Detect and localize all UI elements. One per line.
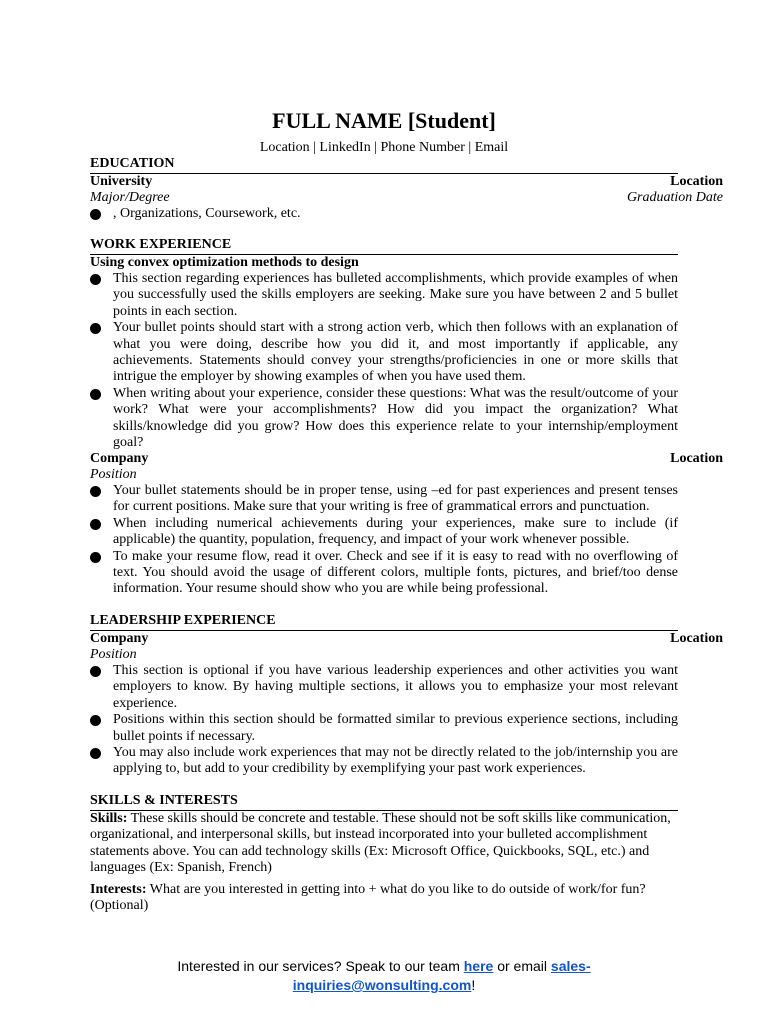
skills-label: Skills: (90, 811, 128, 826)
skills-paragraph (90, 811, 678, 877)
position: Position (90, 467, 137, 482)
bullet-icon (90, 552, 101, 563)
work-entry2-company-row (90, 451, 723, 467)
education-bullets (90, 206, 678, 222)
list-item: You may also include work experiences that may not be directly related to the job/internship you are applying to, but add to your credibility by exemplifying your past work experiences. (90, 745, 678, 778)
list-item: This section regarding experiences has bulleted accomplishments, which provide examples of when you successfully used the skills employers are seeking. Make sure you have between 2 and 5 bullet points in each section. (90, 271, 678, 320)
list-item: When writing about your experience, consider these questions: What was the result/outcome of your work? What were your accomplishments? How did you impact the organization? What skills/knowledge did you grow? How does this experience relate to your internship/employment goal? (90, 386, 678, 452)
interests-paragraph (90, 882, 678, 915)
skills-title: SKILLS & INTERESTS (90, 793, 678, 811)
list-item: , Organizations, Coursework, etc. (90, 206, 678, 222)
leadership-company-row (90, 631, 723, 647)
bullet-icon (90, 666, 101, 677)
list-item: When including numerical achievements during your experiences, make sure to include (if applicable) the quantity, population, frequency, and impact of your work whenever possible. (90, 516, 678, 549)
list-item: Positions within this section should be formatted similar to previous experience sections, including bullet points if necessary. (90, 712, 678, 745)
footer-suffix: ! (471, 977, 476, 993)
education-title: EDUCATION (90, 156, 678, 174)
work-entry1-heading-row (90, 255, 678, 271)
footer-prefix: Interested in our services? Speak to our team (177, 958, 464, 974)
bullet-icon (90, 389, 101, 400)
footer-cta (160, 957, 608, 995)
work-entry1-bullets (90, 271, 678, 451)
position: Position (90, 647, 137, 662)
interests-text: What are you interested in getting into + what do you like to do outside of work/for fun? (Optional) (90, 881, 646, 914)
degree: Major/Degree (90, 190, 170, 205)
footer-middle: or email (493, 958, 551, 974)
work-entry2-position-row (90, 467, 678, 483)
bullet-icon (90, 274, 101, 285)
interests-label: Interests: (90, 881, 147, 897)
bullet-icon (90, 209, 101, 220)
work-entry1-heading: Using convex optimization methods to design (90, 255, 359, 270)
bullet-icon (90, 323, 101, 334)
skills-text: These skills should be concrete and testable. These should not be soft skills like communication, organizational, and interpersonal skills, but instead incorporated into your bulleted accomplishment statements above. You can add technology skills (Ex: Microsoft Office, Quickbooks, SQL, etc.) and languages (Ex: Spanish, French) (90, 811, 671, 876)
graduation-date: Graduation Date (626, 190, 723, 205)
leadership-bullets (90, 663, 678, 778)
list-item: Your bullet statements should be in proper tense, using –ed for past experiences and present tenses for current positions. Make sure that your writing is free of grammatical errors and punctuation. (90, 483, 678, 516)
education-degree-row (90, 190, 723, 206)
bullet-icon (90, 486, 101, 497)
contact-line: Location | LinkedIn | Phone Number | Email (259, 140, 509, 155)
work-entry2 (90, 451, 723, 598)
bullet-icon (90, 519, 101, 530)
leadership-section (90, 613, 723, 778)
company-location: Location (670, 631, 723, 646)
list-item: This section is optional if you have various leadership experiences and other activities you want employers to know. By having multiple sections, it allows you to emphasize your most relevant experience. (90, 663, 678, 712)
list-item: Your bullet points should start with a strong action verb, which then follows with an explanation of what you were doing, describe how you did it, and most importantly if applicable, any achievements. Statements should convey your strengths/proficiencies in one or more skills that intrigue the employer by showing examples of when you have used them. (90, 320, 678, 386)
education-section (90, 156, 723, 222)
list-item: To make your resume flow, read it over. Check and see if it is easy to read with no overflowing of text. You should avoid the usage of different colors, multiple fonts, pictures, and brief/too dense information. Your resume should show who you are while being professional. (90, 549, 678, 598)
work-section (90, 237, 678, 451)
education-university-row (90, 174, 723, 190)
company-name: Company (90, 451, 149, 466)
company-location: Location (670, 451, 723, 466)
full-name-heading: FULL NAME [Student] (272, 108, 496, 133)
bullet-icon (90, 748, 101, 759)
leadership-position-row (90, 647, 678, 663)
university-location: Location (670, 174, 723, 189)
university-name: University (90, 174, 153, 189)
work-title: WORK EXPERIENCE (90, 237, 678, 255)
work-entry2-bullets (90, 483, 678, 598)
company-name: Company (90, 631, 149, 646)
leadership-title: LEADERSHIP EXPERIENCE (90, 613, 678, 631)
email-link[interactable]: sales-inquiries@wonsulting.com (292, 958, 591, 993)
skills-section (90, 793, 678, 914)
here-link[interactable]: here (463, 958, 494, 974)
bullet-icon (90, 715, 101, 726)
